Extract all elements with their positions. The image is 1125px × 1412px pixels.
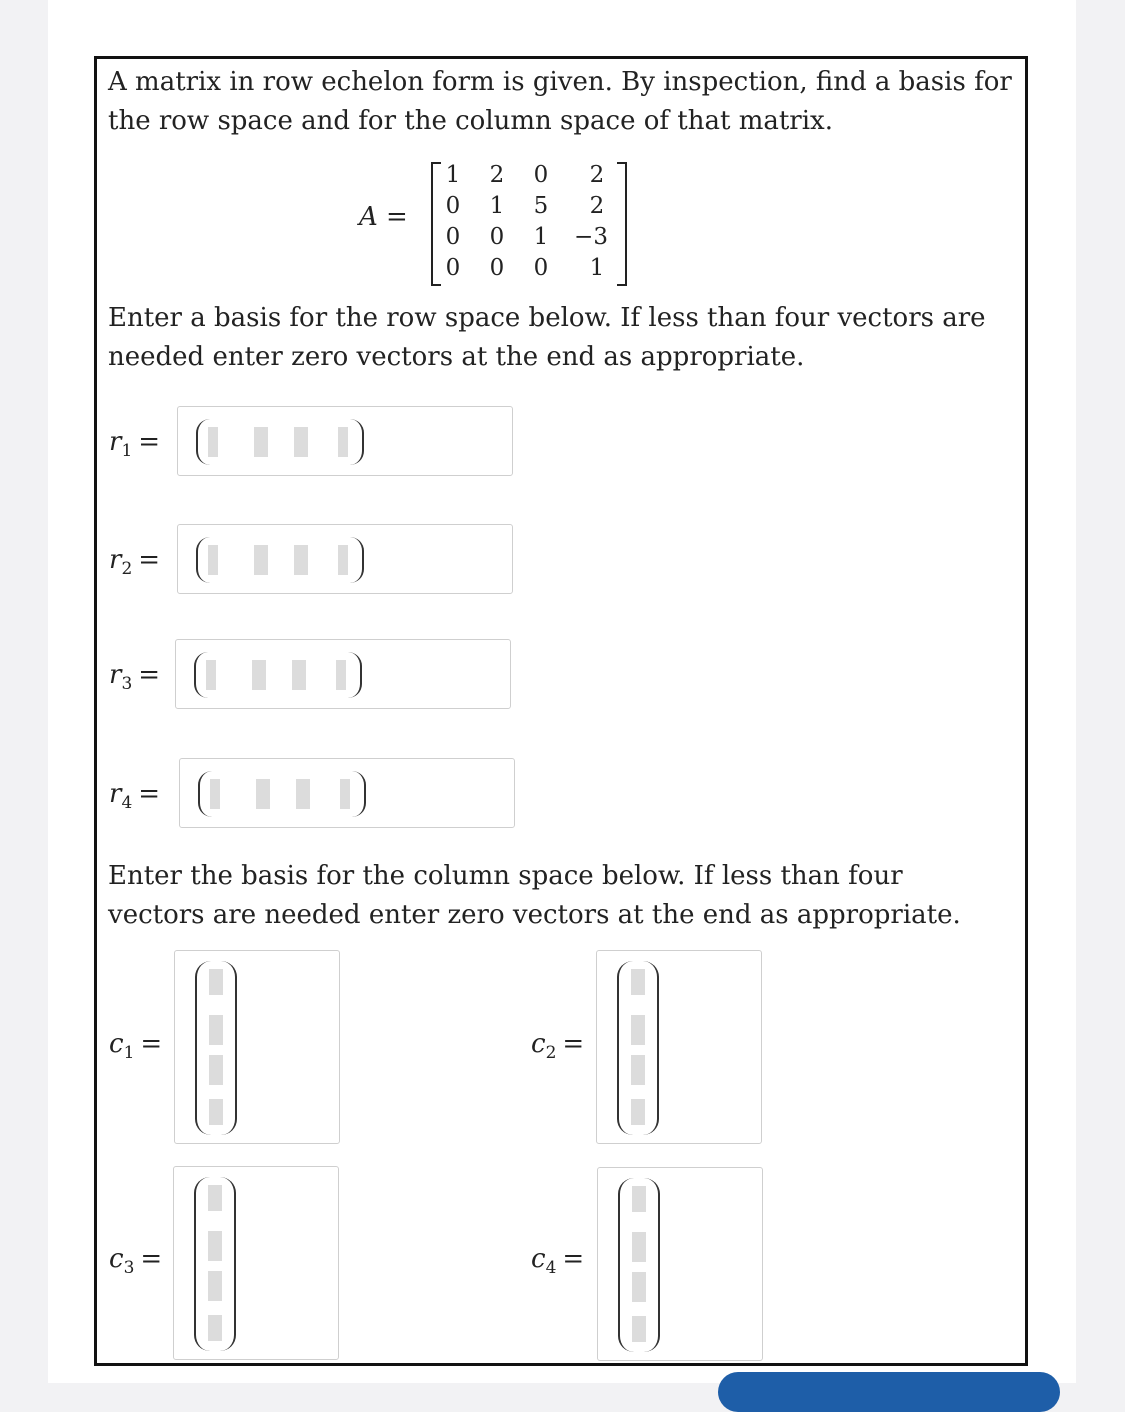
entry-slot-4[interactable] xyxy=(336,660,346,690)
c3-input[interactable] xyxy=(173,1166,339,1360)
entry-slot-3[interactable] xyxy=(294,545,308,575)
c1-label: $c_1$ = xyxy=(109,1029,163,1064)
entry-slot-1[interactable] xyxy=(208,545,218,575)
c4-input[interactable] xyxy=(597,1167,763,1361)
entry-slot-3[interactable] xyxy=(294,427,308,457)
entry-slot-3[interactable] xyxy=(296,779,310,809)
c3-label: $c_3$ = xyxy=(109,1244,163,1279)
right-paren xyxy=(352,771,366,817)
column-instructions-line-2: vectors are needed enter zero vectors at the end as appropriate. xyxy=(108,900,961,930)
c1-input[interactable] xyxy=(174,950,340,1144)
matrix-cell: 1 xyxy=(533,224,549,250)
matrix-cell: 1 xyxy=(489,193,505,219)
row-instructions-line-2: needed enter zero vectors at the end as appropriate. xyxy=(108,342,805,372)
right-paren xyxy=(350,419,364,465)
entry-slot-2[interactable] xyxy=(254,427,268,457)
row-space-instructions xyxy=(108,299,986,377)
right-paren xyxy=(221,961,237,1135)
matrix-cell: 1 xyxy=(445,162,461,188)
matrix-label: A = xyxy=(359,202,408,232)
prompt-line-2: the row space and for the column space of that matrix. xyxy=(108,106,833,136)
right-paren xyxy=(350,537,364,583)
r1-label: $r_1$ = xyxy=(109,427,161,462)
matrix-cell: 0 xyxy=(489,255,505,281)
column-instructions-line-1: Enter the basis for the column space below. If less than four xyxy=(108,861,903,891)
matrix-right-bracket xyxy=(617,162,627,286)
matrix-cell: 0 xyxy=(489,224,505,250)
matrix-cell: 1 xyxy=(589,255,605,281)
action-button[interactable] xyxy=(718,1372,1060,1412)
matrix-cell: 0 xyxy=(533,162,549,188)
r1-input[interactable] xyxy=(177,406,513,476)
entry-slot-4[interactable] xyxy=(338,545,348,575)
entry-slot-4[interactable] xyxy=(340,779,350,809)
matrix-cell: 5 xyxy=(533,193,549,219)
right-paren xyxy=(348,652,362,698)
entry-slot-1[interactable] xyxy=(208,427,218,457)
entry-slot-3[interactable] xyxy=(292,660,306,690)
r2-label: $r_2$ = xyxy=(109,545,161,580)
matrix-cell: 2 xyxy=(589,193,605,219)
right-paren xyxy=(220,1177,236,1351)
matrix-cell: 0 xyxy=(445,193,461,219)
r4-input[interactable] xyxy=(179,758,515,828)
row-instructions-line-1: Enter a basis for the row space below. If less than four vectors are xyxy=(108,303,986,333)
entry-slot-2[interactable] xyxy=(252,660,266,690)
matrix-body xyxy=(431,162,627,284)
entry-slot-2[interactable] xyxy=(256,779,270,809)
matrix-cell: 0 xyxy=(533,255,549,281)
right-paren xyxy=(643,961,659,1135)
matrix-cell: −3 xyxy=(574,224,608,250)
entry-slot-1[interactable] xyxy=(210,779,220,809)
entry-slot-1[interactable] xyxy=(206,660,216,690)
c4-label: $c_4$ = xyxy=(531,1244,585,1279)
matrix-cell: 0 xyxy=(445,255,461,281)
right-paren xyxy=(644,1178,660,1352)
r4-label: $r_4$ = xyxy=(109,779,161,814)
column-space-instructions xyxy=(108,857,961,935)
entry-slot-4[interactable] xyxy=(338,427,348,457)
r3-input[interactable] xyxy=(175,639,511,709)
r3-label: $r_3$ = xyxy=(109,660,161,695)
entry-slot-2[interactable] xyxy=(254,545,268,575)
matrix-a xyxy=(359,162,639,292)
c2-label: $c_2$ = xyxy=(531,1029,585,1064)
problem-card xyxy=(94,56,1028,1366)
prompt-line-1: A matrix in row echelon form is given. By inspection, find a basis for xyxy=(108,67,1012,97)
r2-input[interactable] xyxy=(177,524,513,594)
prompt-text xyxy=(108,63,1012,141)
matrix-cell: 2 xyxy=(489,162,505,188)
matrix-cell: 2 xyxy=(589,162,605,188)
matrix-cell: 0 xyxy=(445,224,461,250)
c2-input[interactable] xyxy=(596,950,762,1144)
